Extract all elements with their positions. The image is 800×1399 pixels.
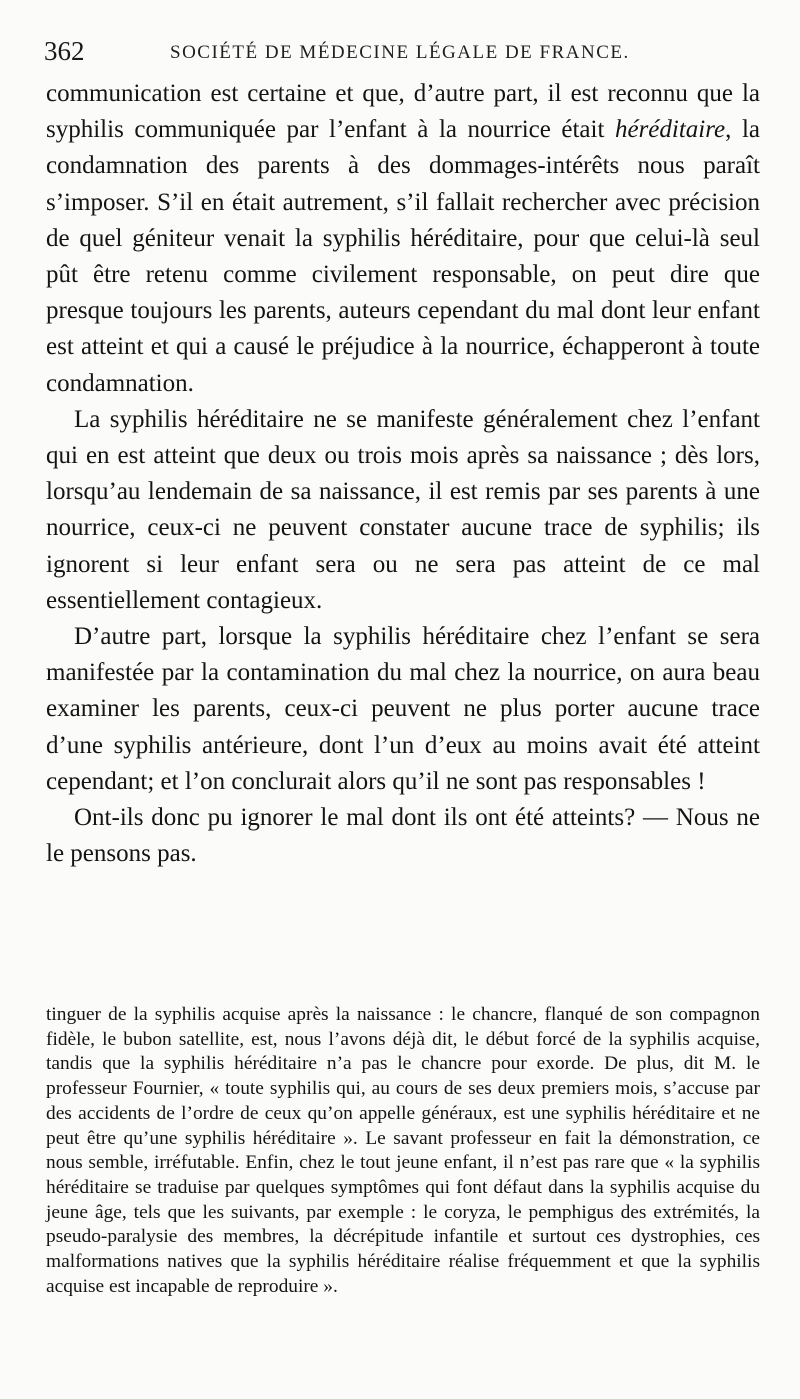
paragraph-1-end: , la condamnation des parents à des dommages-intérêts nous paraît s’imposer. S’il en était autrement, s’il fallait rechercher avec précision de quel géniteur venait la syphilis héréditaire, pour que celui-là seul pût être retenu comme civilement responsable, on peut dire que presque toujours les parents, auteurs cependant du mal dont leur enfant est atteint et qui a causé le préjudice à la nourrice, échapperont à toute condamnation. [46,116,760,397]
paragraph-4: Ont-ils donc pu ignorer le mal dont ils ont été atteints? — Nous ne le pensons pas. [46,804,760,868]
footnote: tinguer de la syphilis acquise après la naissance : le chancre, flanqué de son compagnon fidèle, le bubon satellite, est, nous l’avons déjà dit, le début forcé de la syphilis acquise, tandis que la syphilis héréditaire n’a pas le chancre pour exorde. De plus, dit M. le professeur Fournier, « toute syphilis qui, au cours de ses deux premiers mois, s’accuse par des accidents de l’ordre de ceux qu’on appelle généraux, est une syphilis héréditaire et ne peut être qu’une syphilis héréditaire ». Le savant professeur en fait la démonstration, ce nous semble, irréfutable. Enfin, chez le tout jeune enfant, il n’est pas rare que « la syphilis héréditaire se traduise par quelques symptômes qui font défaut dans la syphilis acquise du jeune âge, tels que les suivants, par exemple : le coryza, le pemphigus des extrémités, la pseudo-paralysie des membres, la décrépitude infantile et surtout ces dystrophies, ces malformations natives que la syphilis héréditaire réalise fréquemment et que la syphilis acquise est incapable de reproduire ». [46,1004,760,1297]
paragraph-1 [46,76,760,402]
paragraph-2: La syphilis héréditaire ne se manifeste généralement chez l’enfant qui en est atteint que deux ou trois mois après sa naissance ; dès lors, lorsqu’au lendemain de sa naissance, il est remis par ses parents à une nourrice, ceux-ci ne peuvent constater aucune trace de syphilis; ils ignorent si leur enfant sera ou ne sera pas atteint de ce mal essentiellement contagieux. [46,405,760,614]
paragraph-3: D’autre part, lorsque la syphilis héréditaire chez l’enfant se sera manifestée par la contamination du mal chez la nourrice, on aura beau examiner les parents, ceux-ci peuvent ne plus porter aucune trace d’une syphilis antérieure, dont l’un d’eux au moins avait été atteint cependant; et l’on conclurait alors qu’il ne sont pas responsables ! [46,623,760,795]
paragraph-1-start: communication est certaine et que, d’autre part, il est reconnu que la syphilis communiquée par l’enfant à la nourrice était [46,80,760,144]
page-header [44,30,760,74]
page-number: 362 [44,36,85,66]
running-title: SOCIÉTÉ DE MÉDECINE LÉGALE DE FRANCE. [170,42,630,63]
main-text [46,76,760,872]
italic-term: héréditaire [614,116,726,144]
